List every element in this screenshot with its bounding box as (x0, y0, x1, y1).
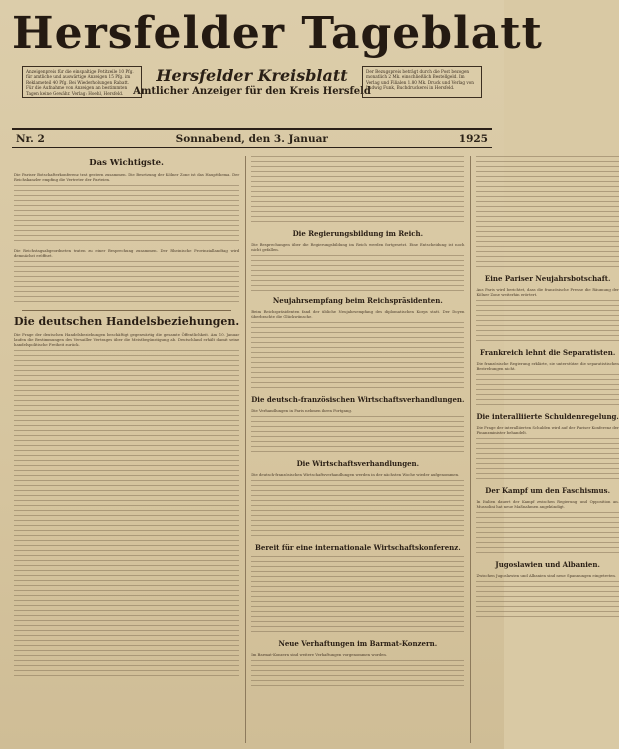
article-paragraph: Die deutsch-französischen Wirtschaftsverhandlungen werden in der nächsten Woche wieder aufgenommen. (251, 472, 460, 477)
headline: Die interalliierte Schuldenregelung. (476, 412, 619, 421)
text-block (251, 660, 464, 690)
subscription-info-box: Der Bezugspreis beträgt durch die Post bezogen monatlich 2 Mk. einschließlich Bestellgeld. Im Verlag und Filialen 1.80 Mk. Druck und Verlag von Ludwig Funk, Buchdruckerei in Hersfeld. (362, 66, 482, 98)
headline: Die deutschen Handelsbeziehungen. (14, 315, 240, 328)
headline: Die Regierungsbildung im Reich. (292, 229, 424, 238)
issue-number: Nr. 2 (16, 132, 45, 145)
text-block (251, 416, 464, 456)
article-paragraph: Beim Reichspräsidenten fand der übliche Neujahrsempfang des diplomatischen Korps statt. Der Doyen überbrachte die Glückwünsche. (251, 309, 465, 319)
text-block (476, 438, 618, 483)
article-columns (14, 156, 619, 743)
text-block (476, 374, 618, 409)
headline: Jugoslawien und Albanien. (495, 560, 600, 569)
newspaper-subtitle: Hersfelder Kreisblatt (156, 66, 348, 85)
issue-year: 1925 (458, 132, 488, 145)
issue-date: Sonnabend, den 3. Januar (175, 132, 328, 145)
article-paragraph: Die Verhandlungen in Paris nehmen ihren Fortgang. (251, 408, 352, 413)
headline: Eine Pariser Neujahrsbotschaft. (484, 274, 611, 283)
divider (22, 310, 231, 311)
article-paragraph: In Italien dauert der Kampf zwischen Regierung und Opposition an. Mussolini hat neue Maßnahmen angekündigt. (476, 499, 619, 509)
headline: Der Kampf um den Faschismus. (485, 486, 611, 495)
column-left (14, 156, 239, 743)
headline: Die deutsch-französischen Wirtschaftsverhandlungen. (251, 395, 465, 404)
headline: Neue Verhaftungen im Barmat-Konzern. (278, 639, 438, 648)
headline: Die Wirtschaftsverhandlungen. (296, 459, 420, 468)
text-block (14, 261, 239, 306)
headline: Frankreich lehnt die Separatisten. (480, 348, 616, 357)
masthead (12, 8, 543, 97)
article-paragraph: Die Frage der deutschen Handelsbeziehungen beschäftigt gegenwärtig die gesamte Öffentlichkeit. Am 10. Januar laufen die Bestimmungen des Versailler Vertrages über die Meistbegünstigung ab. Deutschland erhält damit seine handelspolitische Freiheit zurück. (14, 332, 240, 347)
text-block (476, 156, 618, 271)
text-block (251, 556, 464, 636)
article-paragraph: Die Besprechungen über die Regierungsbildung im Reich werden fortgesetzt. Eine Entscheidung ist noch nicht gefallen. (251, 242, 465, 252)
headline: Bereit für eine internationale Wirtschaftskonferenz. (254, 543, 461, 552)
article-paragraph: Die Reichstagsabgeordneten traten zu einer Besprechung zusammen. Der Rheinische Provinziallandtag wird demnächst eröffnet. (14, 248, 240, 258)
text-block (476, 300, 618, 345)
text-block (476, 512, 618, 557)
text-block (251, 480, 464, 540)
headline: Das Wichtigste. (89, 158, 165, 168)
article-paragraph: Zwischen Jugoslawien und Albanien sind neue Spannungen eingetreten. (476, 573, 617, 578)
column-middle (245, 156, 464, 743)
advertising-rates-box: Anzeigenpreis für die einspaltige Petitzeile 10 Pfg. für amtliche und auswärtige Anzeigen 15 Pfg. im Reklameteil 40 Pfg. Bei Wiederholungen Rabatt. Für die Aufnahme von Anzeigen an bestimmten Tagen keine Gewähr. Verlag: Hoehl, Hersfeld. (22, 66, 142, 98)
newspaper-tagline: Amtlicher Anzeiger für den Kreis Hersfeld (133, 86, 371, 97)
text-block (14, 185, 239, 245)
text-block (476, 581, 618, 621)
text-block (251, 322, 464, 392)
article-paragraph: Aus Paris wird berichtet, dass die französische Presse die Räumung der Kölner Zone weiterhin erörtert. (476, 287, 619, 297)
headline: Neujahrsempfang beim Reichspräsidenten. (272, 296, 443, 305)
text-block (14, 350, 239, 680)
article-paragraph: Die Pariser Botschafterkonferenz trat gestern zusammen. Die Besetzung der Kölner Zone ist das Hauptthema. Der Reichskanzler empfing die Vertreter der Parteien. (14, 172, 240, 182)
text-block (251, 156, 464, 226)
column-right (470, 156, 618, 743)
article-paragraph: Die französische Regierung erklärte, sie unterstütze die separatistischen Bestrebungen nicht. (476, 361, 619, 371)
dateline (12, 128, 492, 148)
article-paragraph: Im Barmat-Konzern sind weitere Verhaftungen vorgenommen worden. (251, 652, 388, 657)
newspaper-title: Hersfelder Tageblatt (12, 8, 543, 59)
text-block (251, 255, 464, 293)
article-paragraph: Die Frage der interalliierten Schulden wird auf der Pariser Konferenz der Finanzminister behandelt. (476, 425, 619, 435)
